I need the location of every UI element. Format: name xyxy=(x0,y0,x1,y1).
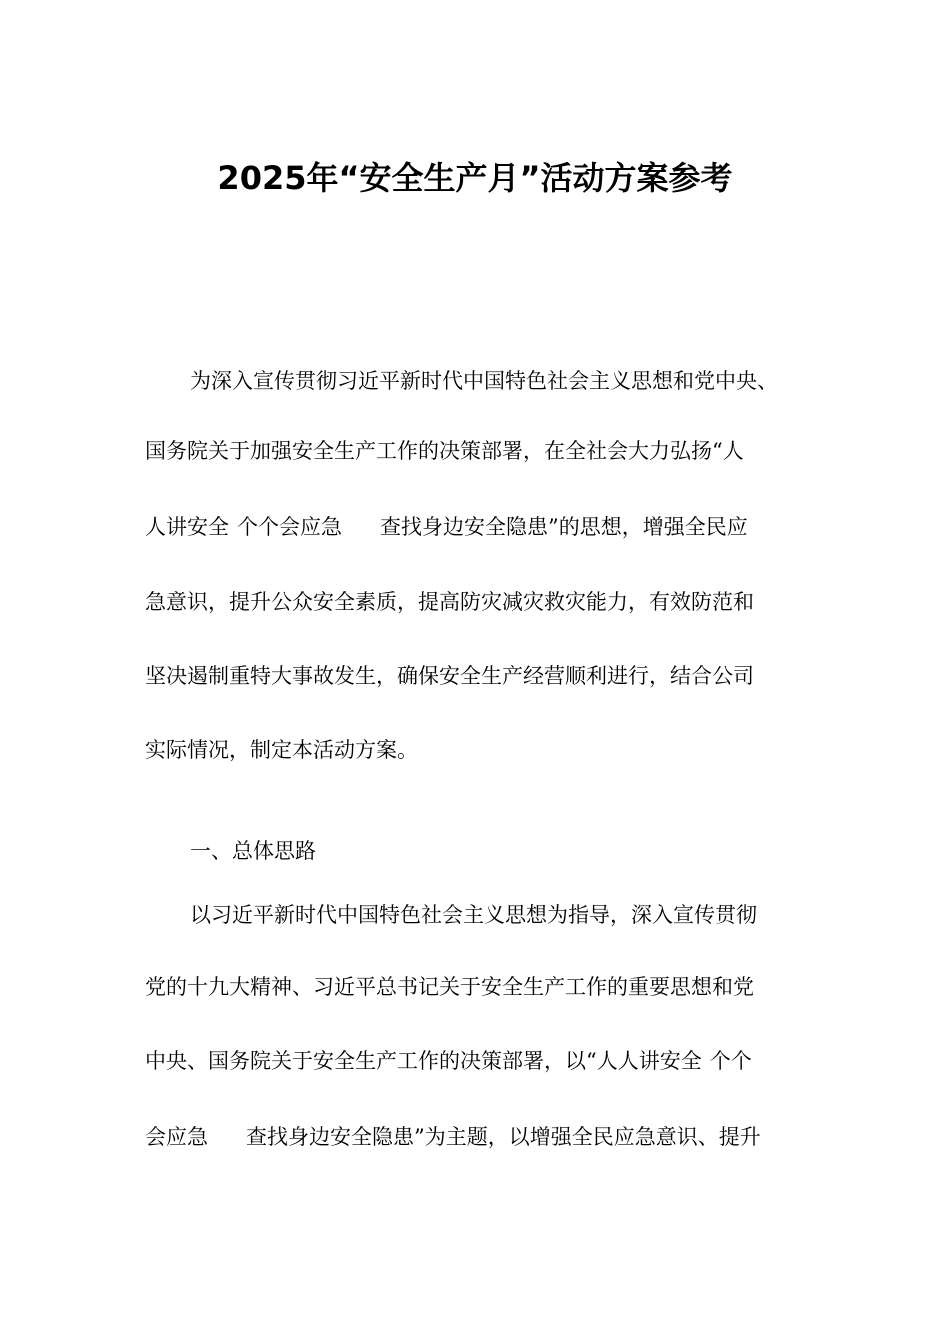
section-1-line-3 xyxy=(145,1046,752,1076)
intro-line-3-part-b: 个个会应急 xyxy=(237,515,342,539)
section-1-line-4 xyxy=(145,1122,761,1152)
section-1-line-3-part-a: 中央、国务院关于安全生产工作的决策部署，以“人人讲安全 xyxy=(145,1049,702,1073)
intro-line-3-part-c: 查找身边安全隐患”的思想，增强全民应 xyxy=(380,515,748,539)
section-1-line-2: 党的十九大精神、习近平总书记关于安全生产工作的重要思想和党 xyxy=(145,975,754,999)
intro-line-3-part-a: 人讲安全 xyxy=(145,515,229,539)
section-1-line-4-part-a: 会应急 xyxy=(145,1125,208,1149)
intro-line-6: 实际情况，制定本活动方案。 xyxy=(145,738,418,762)
intro-line-3 xyxy=(145,512,748,542)
intro-line-4: 急意识，提升公众安全素质，提高防灾减灾救灾能力，有效防范和 xyxy=(145,590,754,614)
section-1-line-4-part-b: 查找身边安全隐患”为主题，以增强全民应急意识、提升 xyxy=(246,1125,761,1149)
intro-line-1: 为深入宣传贯彻习近平新时代中国特色社会主义思想和党中央、 xyxy=(190,369,778,393)
section-1-line-3-part-b: 个个 xyxy=(709,1049,752,1073)
section-1-line-1: 以习近平新时代中国特色社会主义思想为指导，深入宣传贯彻 xyxy=(190,903,757,927)
intro-line-5: 坚决遏制重特大事故发生，确保安全生产经营顺利进行，结合公司 xyxy=(145,664,754,688)
document-title: 2025年“安全生产月”活动方案参考 xyxy=(217,159,733,197)
intro-line-2: 国务院关于加强安全生产工作的决策部署，在全社会大力弘扬“人 xyxy=(145,439,744,463)
section-1-heading: 一、总体思路 xyxy=(190,839,316,863)
